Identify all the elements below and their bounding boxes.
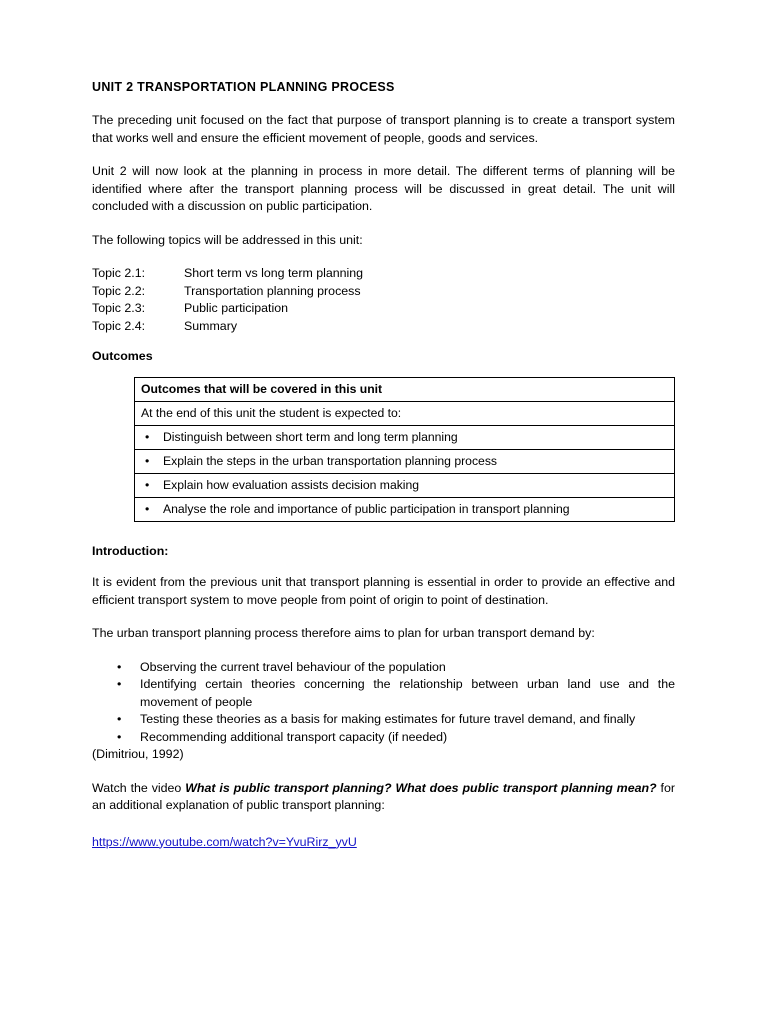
topic-text: Short term vs long term planning	[184, 266, 364, 280]
topic-label: Topic 2.3:	[92, 301, 146, 315]
table-row	[135, 450, 674, 474]
watch-emphasis: What is public transport planning? What does public transport planning mean?	[185, 780, 657, 795]
outcomes-table	[134, 377, 675, 522]
bullet-icon: •	[145, 502, 150, 516]
paragraph-introduction-1: It is evident from the previous unit that transport planning is essential in order to provide an effective and efficient transport system to move people from point of origin to point of destination.	[92, 575, 675, 607]
list-item	[92, 729, 675, 747]
youtube-link[interactable]: https://www.youtube.com/watch?v=YvuRirz_yvU	[92, 834, 357, 849]
topic-text: Summary	[184, 318, 238, 333]
introduction-heading: Introduction:	[92, 544, 169, 558]
paragraph-intro-1: The preceding unit focused on the fact that purpose of transport planning is to create a transport system that works well and ensure the efficient movement of people, goods and services.	[92, 113, 675, 145]
watch-video-paragraph	[92, 780, 675, 815]
list-item-label: Testing these theories as a basis for making estimates for future travel demand, and finally	[140, 712, 636, 726]
bullet-icon: •	[145, 478, 150, 492]
list-item	[92, 659, 675, 677]
watch-prefix: Watch the video	[92, 780, 186, 795]
table-row	[135, 498, 674, 521]
bullet-icon: •	[145, 454, 150, 468]
bullet-icon: •	[117, 712, 122, 726]
list-item-label: Observing the current travel behaviour of the population	[140, 659, 446, 674]
topics-list	[92, 265, 675, 335]
topic-label: Topic 2.1:	[92, 266, 146, 280]
citation: (Dimitriou, 1992)	[92, 747, 184, 761]
bullet-icon: •	[117, 729, 122, 744]
outcome-text: Analyse the role and importance of public participation in transport planning	[163, 502, 570, 516]
list-item	[92, 300, 675, 318]
topic-text: Transportation planning process	[184, 283, 361, 298]
table-row	[135, 426, 674, 450]
watch-suffix: for an additional explanation of public transport planning:	[92, 780, 675, 812]
list-item	[92, 265, 675, 283]
outcome-text: Explain how evaluation assists decision making	[163, 478, 420, 492]
topic-text: Public participation	[184, 301, 289, 315]
list-item	[92, 283, 675, 301]
paragraph-topics-lead: The following topics will be addressed in this unit:	[92, 232, 363, 247]
bullet-icon: •	[117, 677, 122, 691]
list-item-label: Recommending additional transport capacity (if needed)	[140, 729, 448, 744]
bullet-icon: •	[145, 430, 150, 444]
list-item	[92, 711, 675, 729]
outcomes-table-subtitle: At the end of this unit the student is expected to:	[135, 402, 674, 426]
page-title: UNIT 2 TRANSPORTATION PLANNING PROCESS	[92, 80, 395, 94]
bullet-icon: •	[117, 659, 122, 674]
outcome-text: Explain the steps in the urban transportation planning process	[163, 454, 498, 468]
topic-label: Topic 2.4:	[92, 318, 146, 333]
topic-label: Topic 2.2:	[92, 283, 146, 298]
aims-bullet-list	[92, 659, 675, 747]
list-item-label: Identifying certain theories concerning the relationship between urban land use and the movement of people	[140, 677, 675, 709]
outcomes-heading: Outcomes	[92, 349, 153, 363]
paragraph-intro-2: Unit 2 will now look at the planning in process in more detail. The different terms of planning will be identified where after the transport planning process will be discussed in great detail. The unit will concluded with a discussion on public participation.	[92, 164, 675, 213]
paragraph-introduction-2: The urban transport planning process therefore aims to plan for urban transport demand by:	[92, 626, 595, 640]
list-item	[92, 318, 675, 336]
list-item	[92, 676, 675, 711]
table-row	[135, 474, 674, 498]
outcome-text: Distinguish between short term and long term planning	[163, 430, 458, 444]
outcomes-table-title: Outcomes that will be covered in this unit	[135, 378, 674, 402]
